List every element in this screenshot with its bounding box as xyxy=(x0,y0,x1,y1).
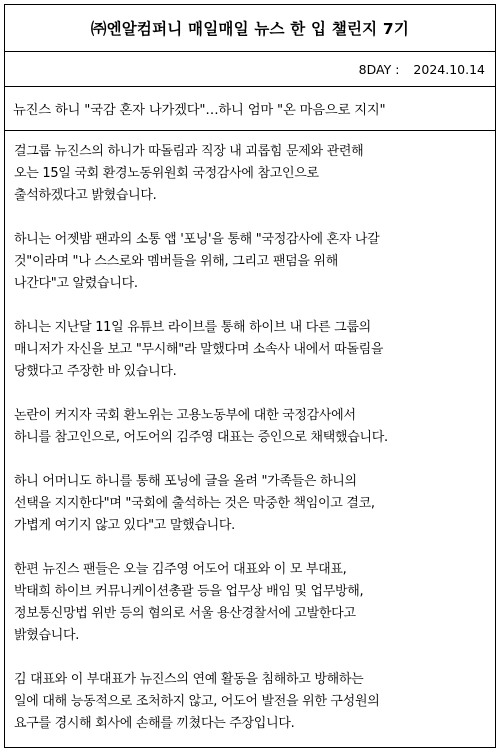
day-label: 8DAY xyxy=(358,61,392,77)
date-value: 2024.10.14 xyxy=(413,61,485,77)
article-paragraph: 논란이 커지자 국회 환노위는 고용노동부에 대한 국정감사에서 하니를 참고인으로, 어도어의 김주영 대표는 증인으로 채택했습니다. xyxy=(14,408,388,445)
article-headline: 뉴진스 하니 "국감 혼자 나가겠다"…하니 엄마 "온 마음으로 지지" xyxy=(13,103,386,118)
article-paragraph: 한편 뉴진스 팬들은 오늘 김주영 어도어 대표와 이 모 부대표, 박태희 하이브 커뮤니케이션총괄 등을 업무상 배임 및 업무방해, 정보통신망법 위반 등의 혐의로 서울 용산경찰서에 고발한다고 밝혔습니다. xyxy=(14,562,364,643)
title-row xyxy=(5,5,495,52)
article-paragraph: 하니는 어젯밤 팬과의 소통 앱 '포닝'을 통해 "국정감사에 혼자 나갈 것"이라며 "나 스스로와 멤버들을 위해, 그리고 팬덤을 위해 나간다"고 알렸습니다. xyxy=(14,232,380,291)
article-body xyxy=(5,131,495,735)
headline-row xyxy=(5,87,495,131)
day-date-label xyxy=(359,62,485,77)
document-sheet xyxy=(4,4,496,748)
article-paragraph: 하니는 지난달 11일 유튜브 라이브를 통해 하이브 내 다른 그룹의 매니저가 자신을 보고 "무시해"라 말했다며 소속사 내에서 따돌림을 당했다고 주장한 바 있습니다. xyxy=(14,320,384,379)
article-paragraph: 김 대표와 이 부대표가 뉴진스의 연예 활동을 침해하고 방해하는 일에 대해 능동적으로 조처하지 않고, 어도어 발전을 위한 구성원의 요구를 경시해 회사에 손해를 끼쳤다는 주장입니다. xyxy=(14,672,380,731)
document-title: ㈜엔알컴퍼니 매일매일 뉴스 한 입 챌린지 7기 xyxy=(90,20,410,38)
day-separator: : xyxy=(395,61,400,77)
date-row xyxy=(5,52,495,87)
article-paragraph: 걸그룹 뉴진스의 하니가 따돌림과 직장 내 괴롭힘 문제와 관련해 오는 15일 국회 환경노동위원회 국정감사에 참고인으로 출석하겠다고 밝혔습니다. xyxy=(14,144,364,203)
article-paragraph: 하니 어머니도 하니를 통해 포닝에 글을 올려 "가족들은 하니의 선택을 지지한다"며 "국회에 출석하는 것은 막중한 책임이고 결코, 가볍게 여기지 않고 있다"고 말했습니다. xyxy=(14,474,375,533)
